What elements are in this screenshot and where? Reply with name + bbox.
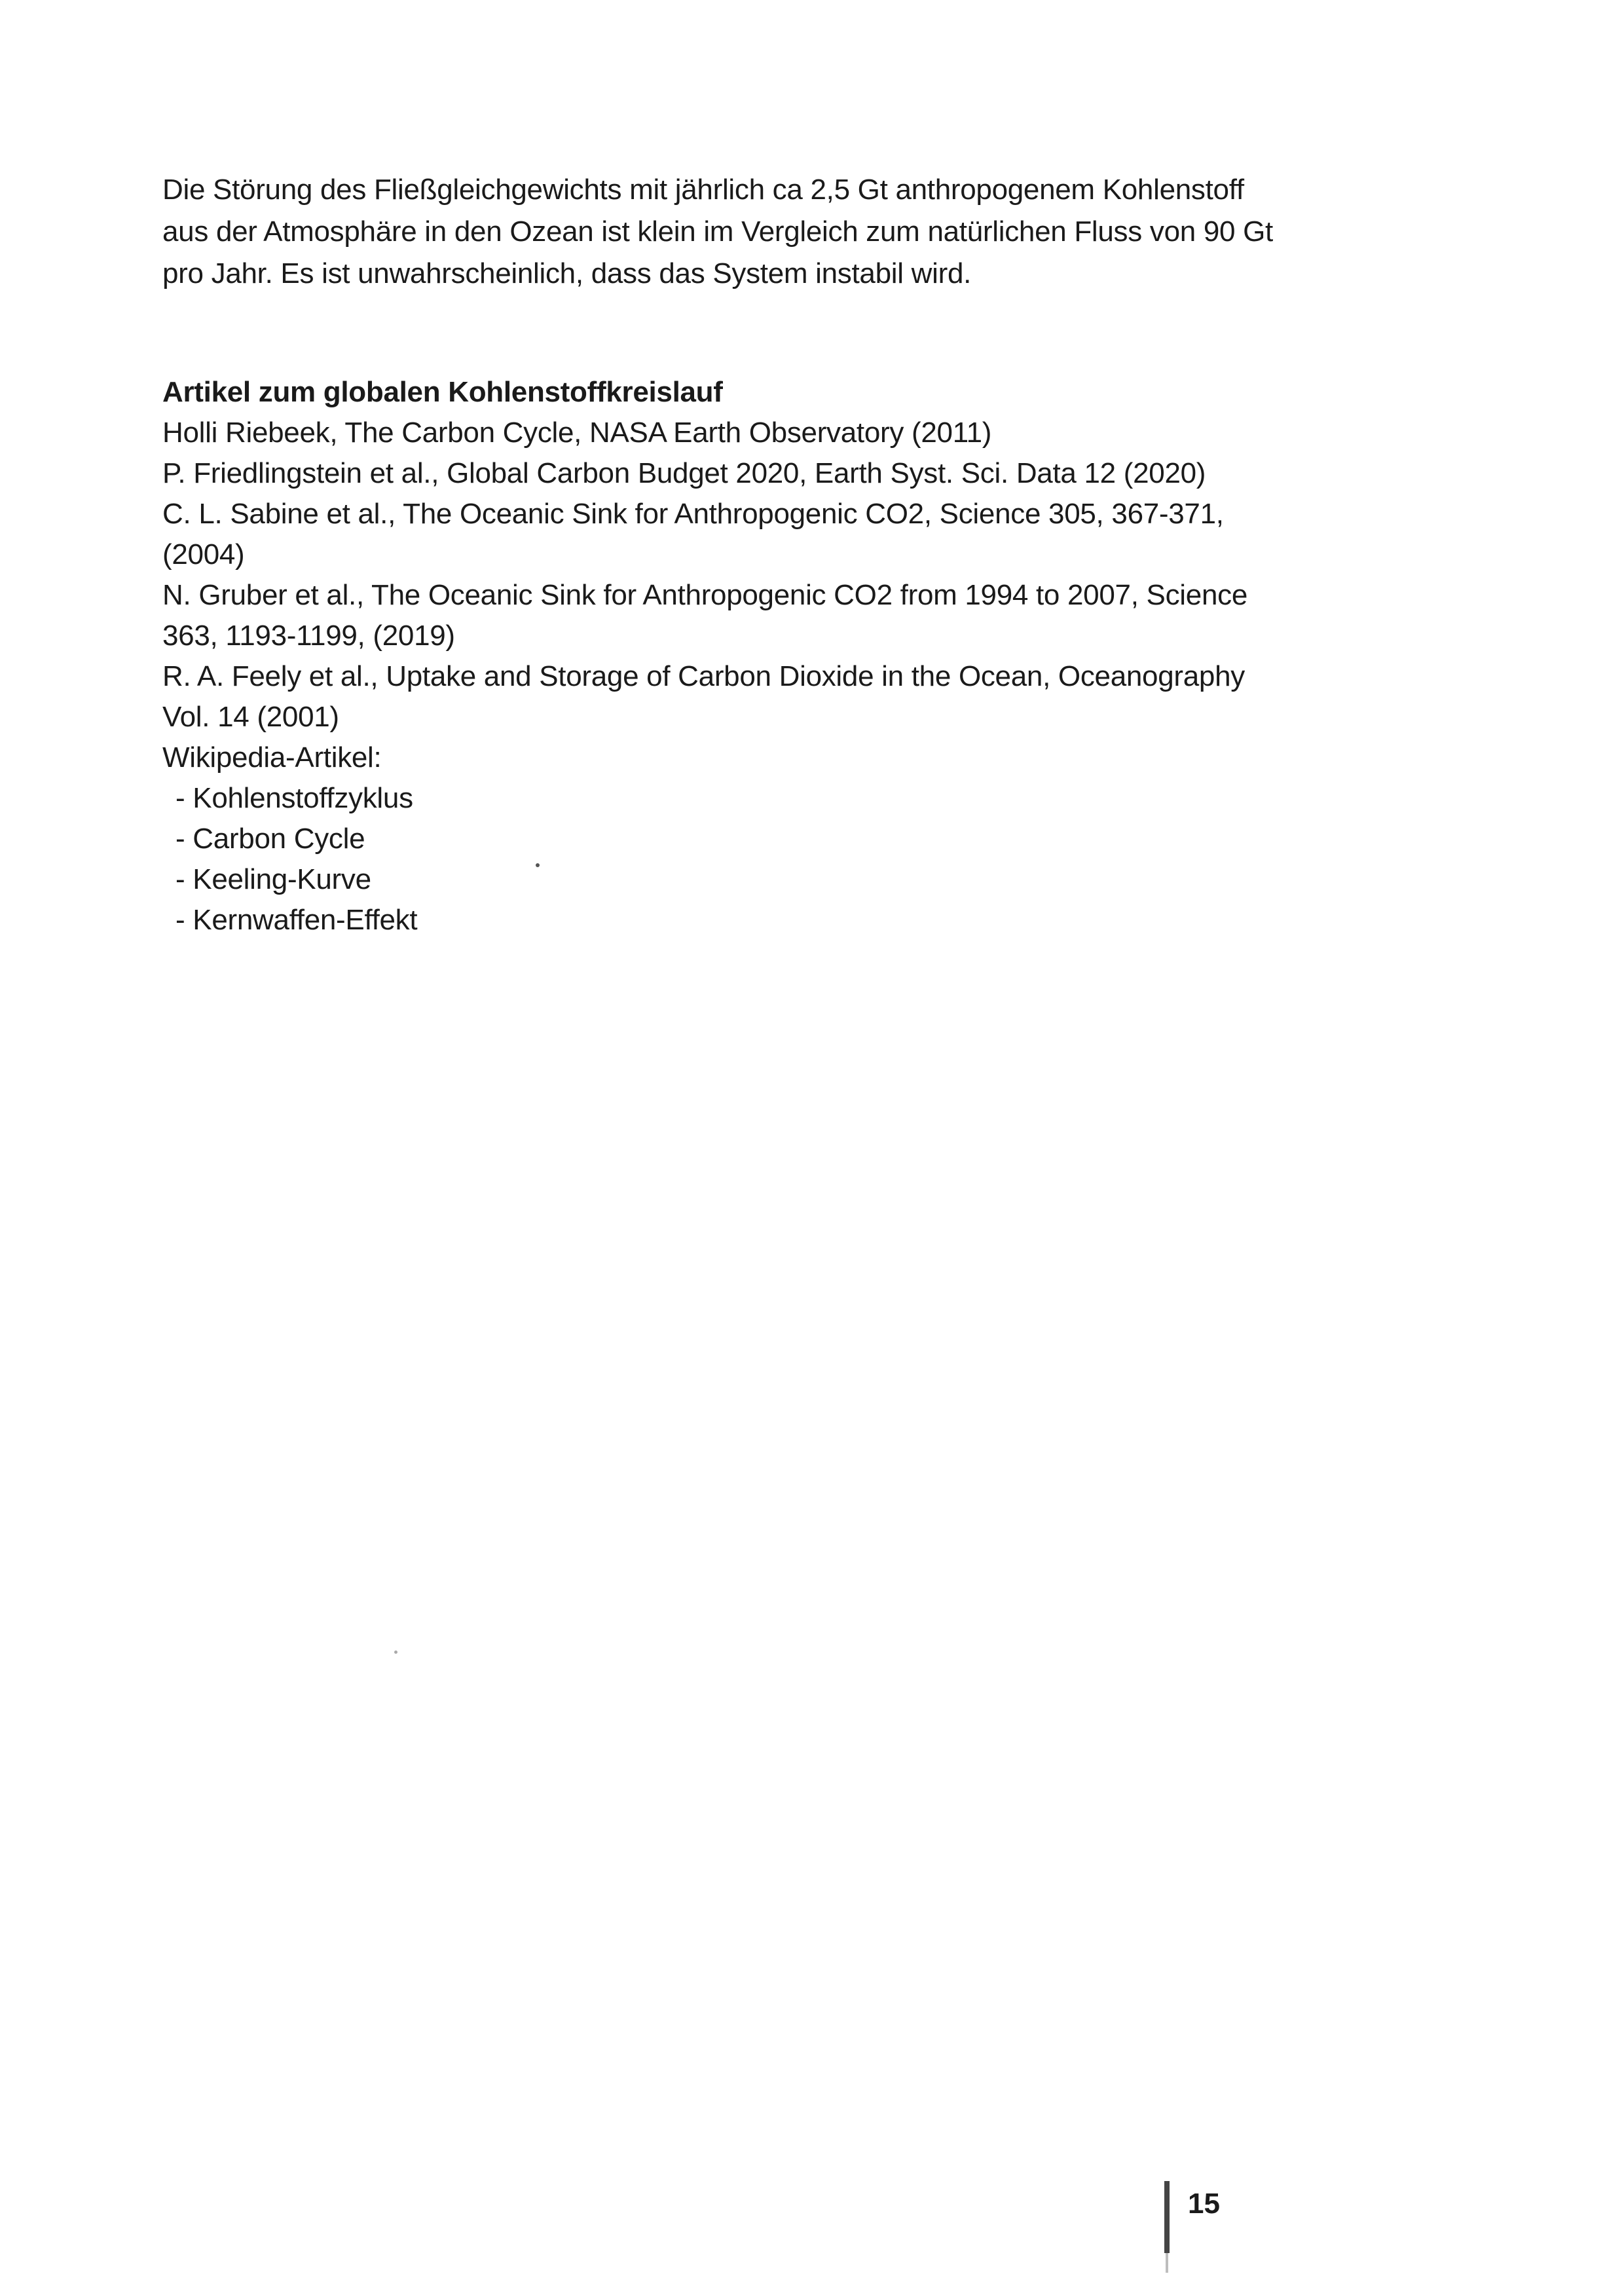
intro-line: Die Störung des Fließgleichgewichts mit jährlich ca 2,5 Gt anthropogenem Kohlenstoff bbox=[162, 174, 1244, 206]
page-marker-bar-fade bbox=[1166, 2253, 1168, 2273]
reference-line: (2004) bbox=[162, 538, 245, 570]
wikipedia-item: - Kohlenstoffzyklus bbox=[175, 782, 413, 814]
scan-speck bbox=[394, 1651, 397, 1654]
scan-speck bbox=[536, 863, 540, 867]
reference-line: C. L. Sabine et al., The Oceanic Sink for Anthropogenic CO2, Science 305, 367-371, bbox=[162, 498, 1224, 530]
references-section bbox=[162, 372, 1446, 941]
intro-paragraph bbox=[162, 169, 1446, 295]
reference-line: R. A. Feely et al., Uptake and Storage of Carbon Dioxide in the Ocean, Oceanography bbox=[162, 660, 1245, 692]
wikipedia-item: - Kernwaffen-Effekt bbox=[175, 904, 418, 936]
intro-line: aus der Atmosphäre in den Ozean ist klein im Vergleich zum natürlichen Fluss von 90 Gt bbox=[162, 215, 1273, 248]
page-number-footer bbox=[1164, 2174, 1243, 2273]
reference-line: Holli Riebeek, The Carbon Cycle, NASA Earth Observatory (2011) bbox=[162, 417, 992, 449]
reference-line: P. Friedlingstein et al., Global Carbon Budget 2020, Earth Syst. Sci. Data 12 (2020) bbox=[162, 457, 1206, 489]
page-number: 15 bbox=[1188, 2188, 1220, 2220]
intro-line: pro Jahr. Es ist unwahrscheinlich, dass das System instabil wird. bbox=[162, 257, 972, 289]
wikipedia-label: Wikipedia-Artikel: bbox=[162, 741, 382, 774]
reference-line: Vol. 14 (2001) bbox=[162, 701, 339, 733]
page-marker-bar bbox=[1164, 2181, 1170, 2253]
wikipedia-item: - Carbon Cycle bbox=[175, 823, 365, 855]
references-heading: Artikel zum globalen Kohlenstoffkreislauf bbox=[162, 376, 723, 408]
reference-line: N. Gruber et al., The Oceanic Sink for Anthropogenic CO2 from 1994 to 2007, Science bbox=[162, 579, 1247, 611]
wikipedia-item: - Keeling-Kurve bbox=[175, 863, 371, 895]
reference-line: 363, 1193-1199, (2019) bbox=[162, 620, 455, 652]
